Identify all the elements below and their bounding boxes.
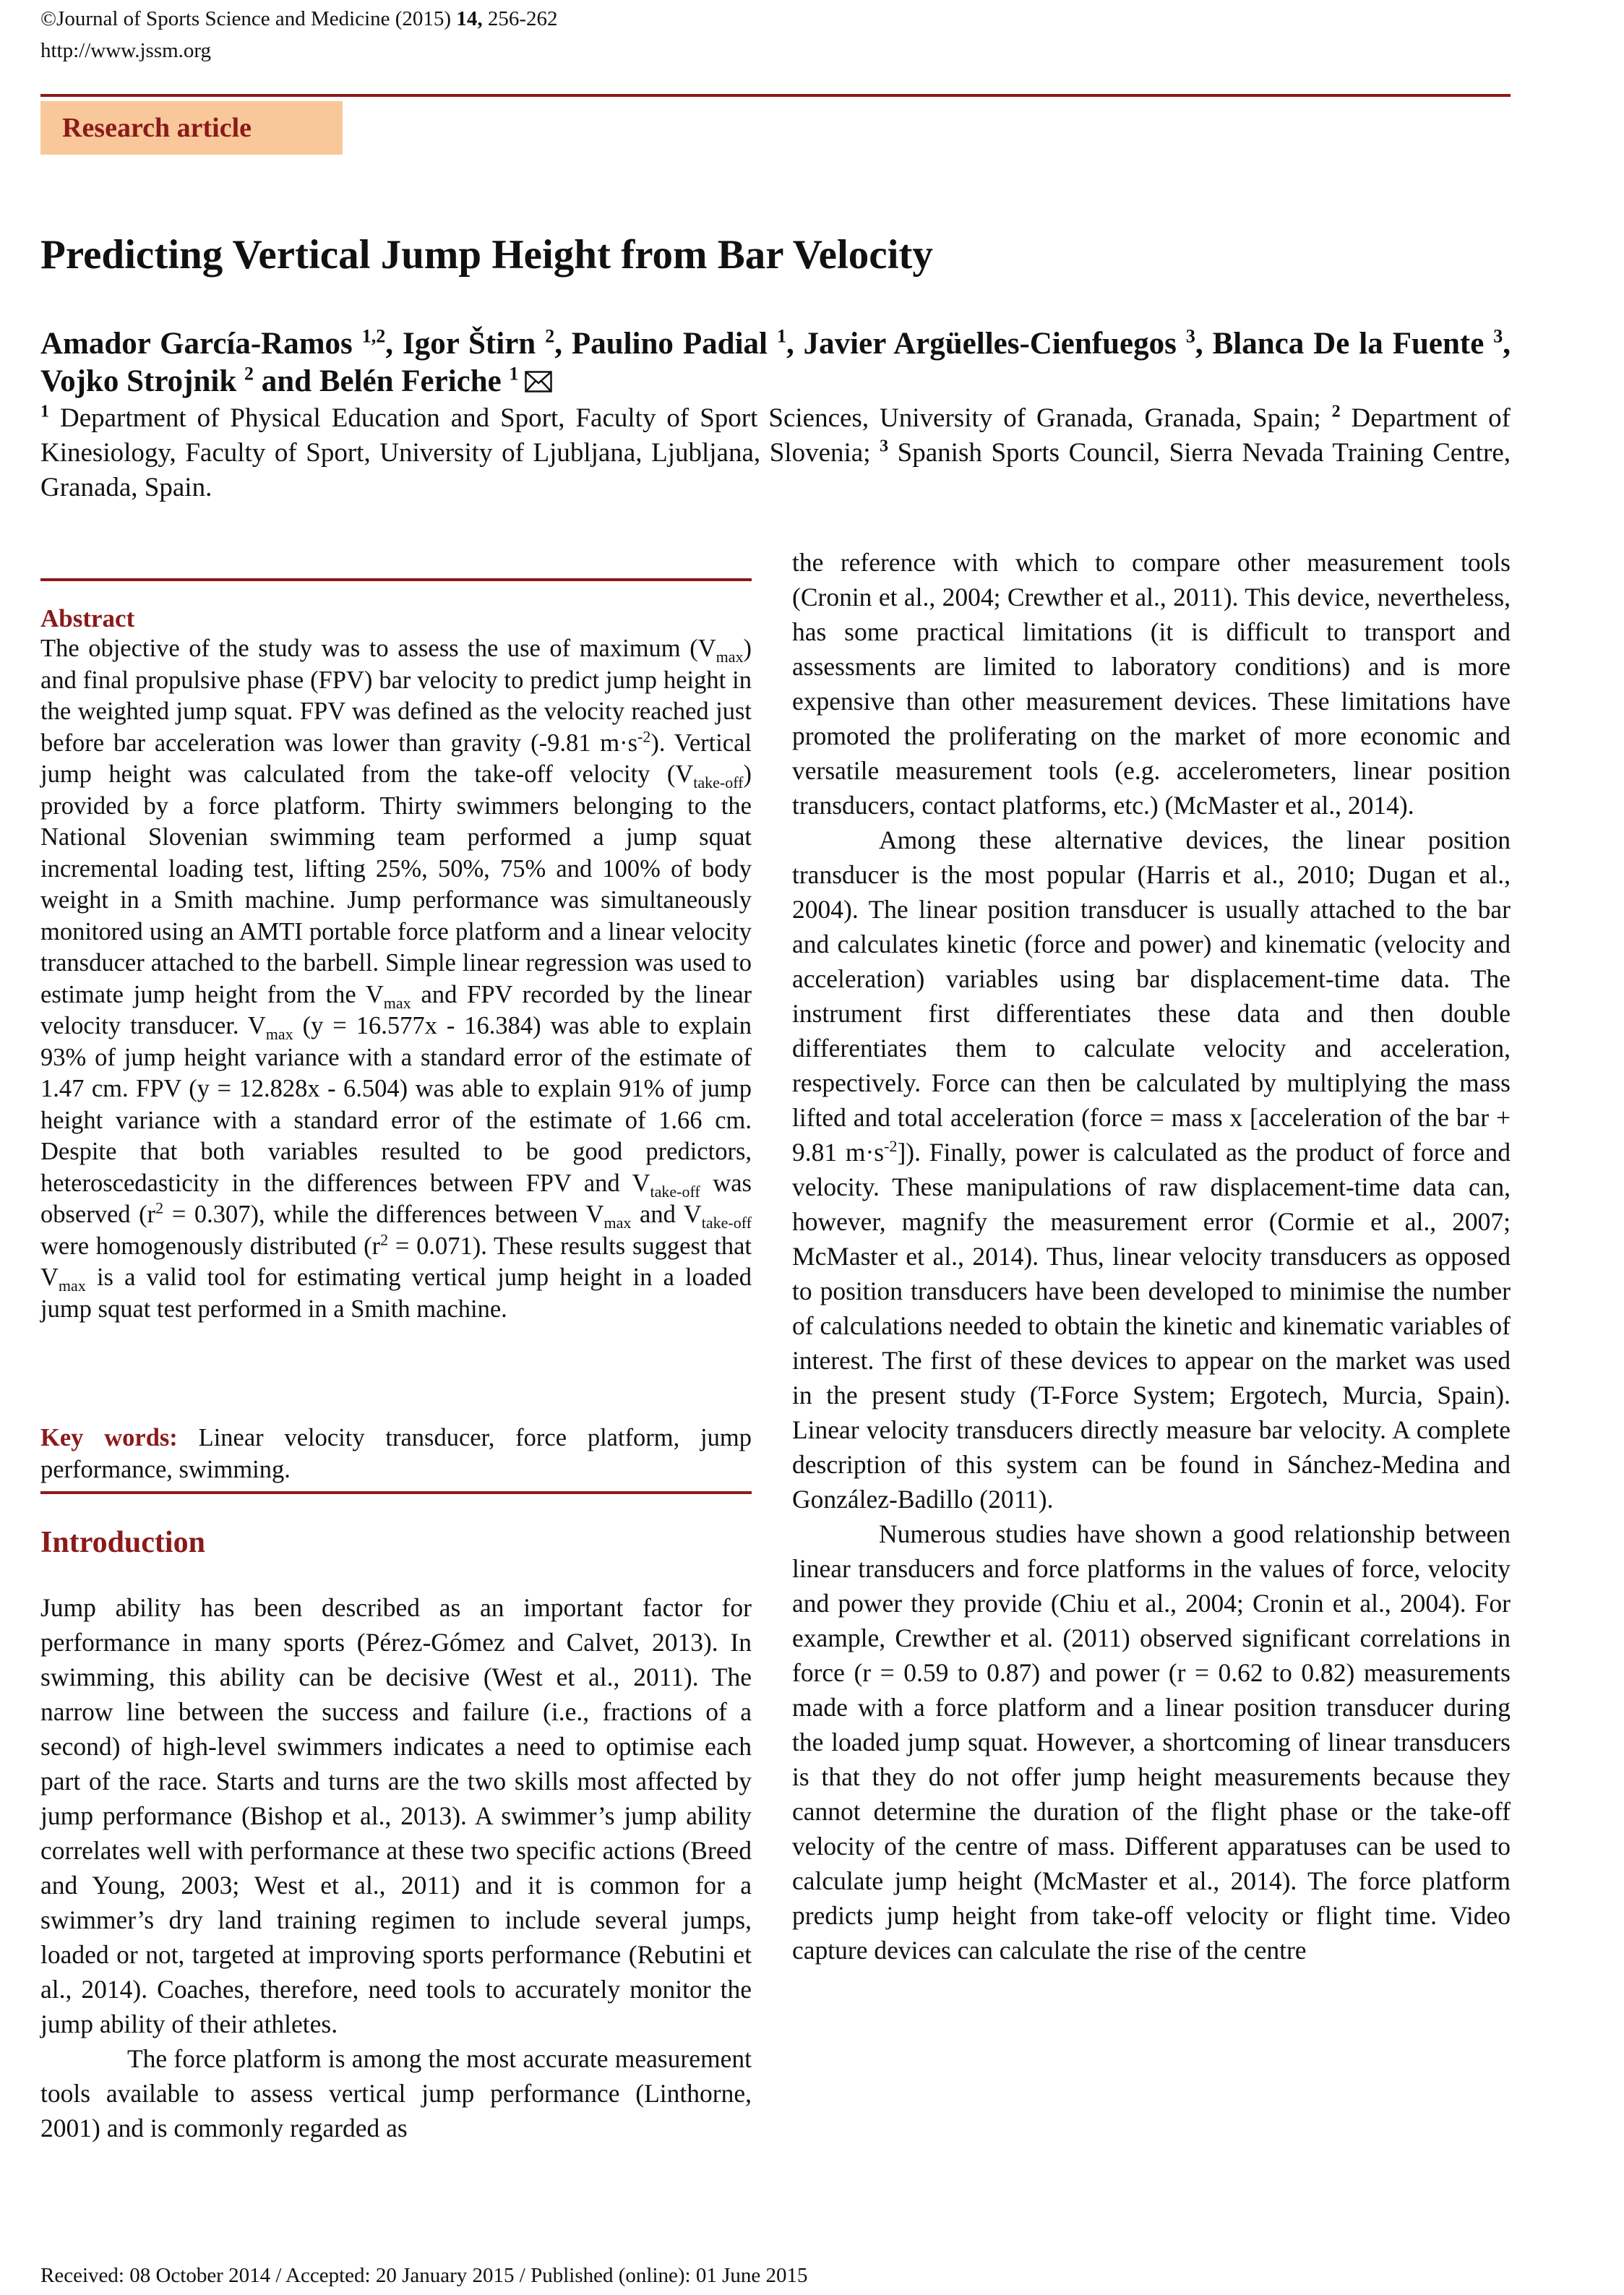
author-affiliation: 2 — [244, 363, 254, 385]
abstract-text: = 0.307), while the differences between V — [163, 1201, 604, 1228]
abstract-subscript: max — [58, 1276, 86, 1295]
paragraph-text: Among these alternative devices, the linear position transducer is the most popular (Harris et al., 2010; Dugan et al., 2004). The linear position transducer is usually attached to the bar and calculates kinetic (force and power) and kinematic (velocity and acceleration) variables using bar displacement-time data. The instrument first differentiates these data and then double differentiates them to calculate velocity and acceleration, respectively. Force can then be calculated by multiplying the mass lifted and total acceleration (force = mass x [acceleration of the bar + 9.81 m·s — [792, 825, 1511, 1167]
abstract-text: ). Vertical jump height was calculated from the take-off velocity (V — [40, 729, 752, 788]
abstract-text: and V — [631, 1201, 702, 1228]
author-affiliation: 3 — [1185, 325, 1195, 347]
author-affiliation: 2 — [545, 325, 555, 347]
author-separator: , — [786, 327, 804, 361]
paragraph — [792, 823, 1511, 1517]
affiliations — [40, 401, 1511, 505]
right-column-body — [792, 545, 1511, 1968]
author-name: Belén Feriche — [319, 364, 510, 398]
journal-citation — [40, 4, 558, 33]
paragraph: Numerous studies have shown a good relationship between linear transducers and force platforms in the values of force, velocity and power they provide (Chiu et al., 2004; Cronin et al., 2004). For example, Crewther et al. (2011) observed significant correlations in force (r = 0.59 to 0.87) and power (r = 0.62 to 0.82) measurements made with a force platform and a linear position transducer during the loaded jump squat. However, a shortcoming of linear transducers is that they do not offer jump height measurements because they cannot determine the duration of the flight phase or the take-off velocity of the centre of mass. Different apparatuses can be used to calculate jump height (McMaster et al., 2014). The force platform predicts jump height from take-off velocity or flight time. Video capture devices can calculate the rise of the centre — [792, 1519, 1511, 1965]
affiliation-text: Department of Physical Education and Sport, Faculty of Sport Sciences, University of Granada, Granada, Spain; — [49, 403, 1332, 433]
abstract-text: was observed (r — [40, 1169, 752, 1228]
abstract-body — [40, 633, 752, 1325]
abstract-text: ) provided by a force platform. Thirty swimmers belonging to the National Slovenian swimming team performed a jump squat incremental loading test, lifting 25%, 50%, 75% and 100% of body weight in a Smith machine. Jump performance was simultaneously monitored using an AMTI portable force platform and a linear velocity transducer attached to the barbell. Simple linear regression was used to estimate jump height from the V — [40, 760, 752, 1008]
abstract-top-divider — [40, 578, 752, 581]
article-title: Predicting Vertical Jump Height from Bar Velocity — [40, 232, 933, 278]
author-name: Igor Štirn — [403, 327, 546, 361]
affiliation-number: 2 — [1331, 402, 1341, 421]
author-affiliation: 1,2 — [361, 325, 386, 347]
article-type-badge: Research article — [40, 101, 343, 155]
journal-name: ©Journal of Sports Science and Medicine (2015) — [40, 7, 457, 30]
introduction-heading: Introduction — [40, 1526, 205, 1559]
abstract-text: is a valid tool for estimating vertical jump height in a loaded jump squat test performed in a Smith machine. — [40, 1264, 752, 1323]
abstract-text: (y = 16.577x - 16.384) was able to explain 93% of jump height variance with a standard error of the estimate of 1.47 cm. FPV (y = 12.828x - 6.504) was able to explain 91% of jump height variance with a standard error of the estimate of 1.66 cm. Despite that both variables resulted to be good predictors, heteroscedasticity in the differences between FPV and V — [40, 1012, 752, 1197]
abstract-bottom-divider — [40, 1491, 752, 1494]
abstract-subscript: max — [716, 647, 744, 666]
author-affiliation: 3 — [1493, 325, 1503, 347]
abstract-subscript: take-off — [693, 773, 744, 792]
abstract-text: = 0.071). These results suggest that V — [40, 1232, 752, 1291]
abstract-text: and FPV recorded by the linear velocity transducer. V — [40, 980, 752, 1039]
keywords — [40, 1423, 752, 1485]
author-name: Vojko Strojnik — [40, 364, 244, 398]
paragraph-text: ]). Finally, power is calculated as the product of force and velocity. These manipulations of raw displacement-time data can, however, magnify the measurement error (Cormie et al., 2007; McMaster et al., 2014). Thus, linear velocity transducers as opposed to position transducers have been developed to minimise the number of calculations needed to obtain the kinetic and kinematic variables of interest. The first of these devices to appear on the market was used in the present study (T-Force System; Ergotech, Murcia, Spain). Linear velocity transducers directly measure bar velocity. A complete description of this system can be found in Sánchez-Medina and González-Badillo (2011). — [792, 1138, 1511, 1514]
paragraph: Jump ability has been described as an important factor for performance in many sports (Pérez-Gómez and Calvet, 2013). In swimming, this ability can be decisive (West et al., 2011). The narrow line between the success and failure (i.e., fractions of a second) of high-level swimmers indicates a need to optimise each part of the race. Starts and turns are the two skills most affected by jump performance (Bishop et al., 2013). A swimmer’s jump ability correlates well with performance at these two specific actions (Breed and Young, 2003; West et al., 2011) and it is common for a swimmer’s dry land training regimen to include several jumps, loaded or not, targeted at improving sports performance (Rebutini et al., 2014). Coaches, therefore, need tools to accurately monitor the jump ability of their athletes. — [40, 1593, 752, 2038]
paragraph-superscript: -2 — [884, 1137, 898, 1156]
author-separator: , — [1503, 327, 1511, 361]
paragraph: The force platform is among the most accurate measurement tools available to assess vertical jump performance (Linthorne, 2001) and is commonly regarded as — [40, 2044, 752, 2142]
abstract-superscript: 2 — [380, 1230, 389, 1248]
introduction-body — [40, 1590, 752, 2145]
abstract-subscript: max — [265, 1024, 293, 1043]
author-name: Paulino Padial — [571, 327, 777, 361]
author-affiliation: 1 — [509, 363, 519, 385]
abstract-subscript: take-off — [650, 1182, 700, 1201]
author-separator: and — [253, 364, 319, 398]
author-affiliation: 1 — [776, 325, 786, 347]
abstract-superscript: -2 — [637, 727, 651, 745]
author-separator: , — [1195, 327, 1213, 361]
affiliation-text: Department of Kinesiology, Faculty of Sport, University of Ljubljana, Ljubljana, Slovenia; — [40, 403, 1511, 468]
abstract-heading: Abstract — [40, 604, 135, 632]
author-name: Javier Argüelles-Cienfuegos — [803, 327, 1186, 361]
abstract-text: were homogenously distributed (r — [40, 1232, 381, 1260]
abstract-subscript: max — [603, 1213, 632, 1232]
abstract-superscript: 2 — [155, 1198, 164, 1217]
journal-volume: 14, — [456, 7, 483, 30]
header-divider — [40, 94, 1511, 97]
affiliation-text: Spanish Sports Council, Sierra Nevada Training Centre, Granada, Spain. — [40, 438, 1511, 502]
envelope-icon[interactable] — [525, 371, 552, 392]
author-list — [40, 325, 1511, 400]
affiliation-number: 3 — [880, 437, 889, 456]
author-separator: , — [385, 327, 403, 361]
publication-dates: Received: 08 October 2014 / Accepted: 20 January 2015 / Published (online): 01 June 2015 — [40, 2264, 808, 2287]
abstract-text: The objective of the study was to assess the use of maximum (V — [40, 635, 716, 662]
journal-pages: 256-262 — [482, 7, 558, 30]
author-separator: , — [554, 327, 572, 361]
paragraph: the reference with which to compare other measurement tools (Cronin et al., 2004; Crewther et al., 2011). This device, nevertheless, has some practical limitations (it is difficult to transport and assessments are limited to laboratory conditions) and is more expensive than other measurement devices. These limitations have promoted the proliferating on the market of more economic and versatile measurement tools (e.g. accelerometers, linear position transducers, contact platforms, etc.) (McMaster et al., 2014). — [792, 548, 1511, 820]
affiliation-number: 1 — [40, 402, 49, 421]
keywords-label: Key words: — [40, 1424, 178, 1451]
journal-url[interactable]: http://www.jssm.org — [40, 39, 212, 62]
abstract-subscript: max — [383, 993, 411, 1012]
abstract-text: ) and final propulsive phase (FPV) bar velocity to predict jump height in the weighted jump squat. FPV was defined as the velocity reached just before bar acceleration was lower than gravity (-9.81 m·s — [40, 635, 752, 757]
abstract-subscript: take-off — [701, 1213, 752, 1232]
author-name: Blanca De la Fuente — [1212, 327, 1494, 361]
keywords-text: Linear velocity transducer, force platform, jump performance, swimming. — [40, 1424, 752, 1483]
author-name: Amador García-Ramos — [40, 327, 362, 361]
